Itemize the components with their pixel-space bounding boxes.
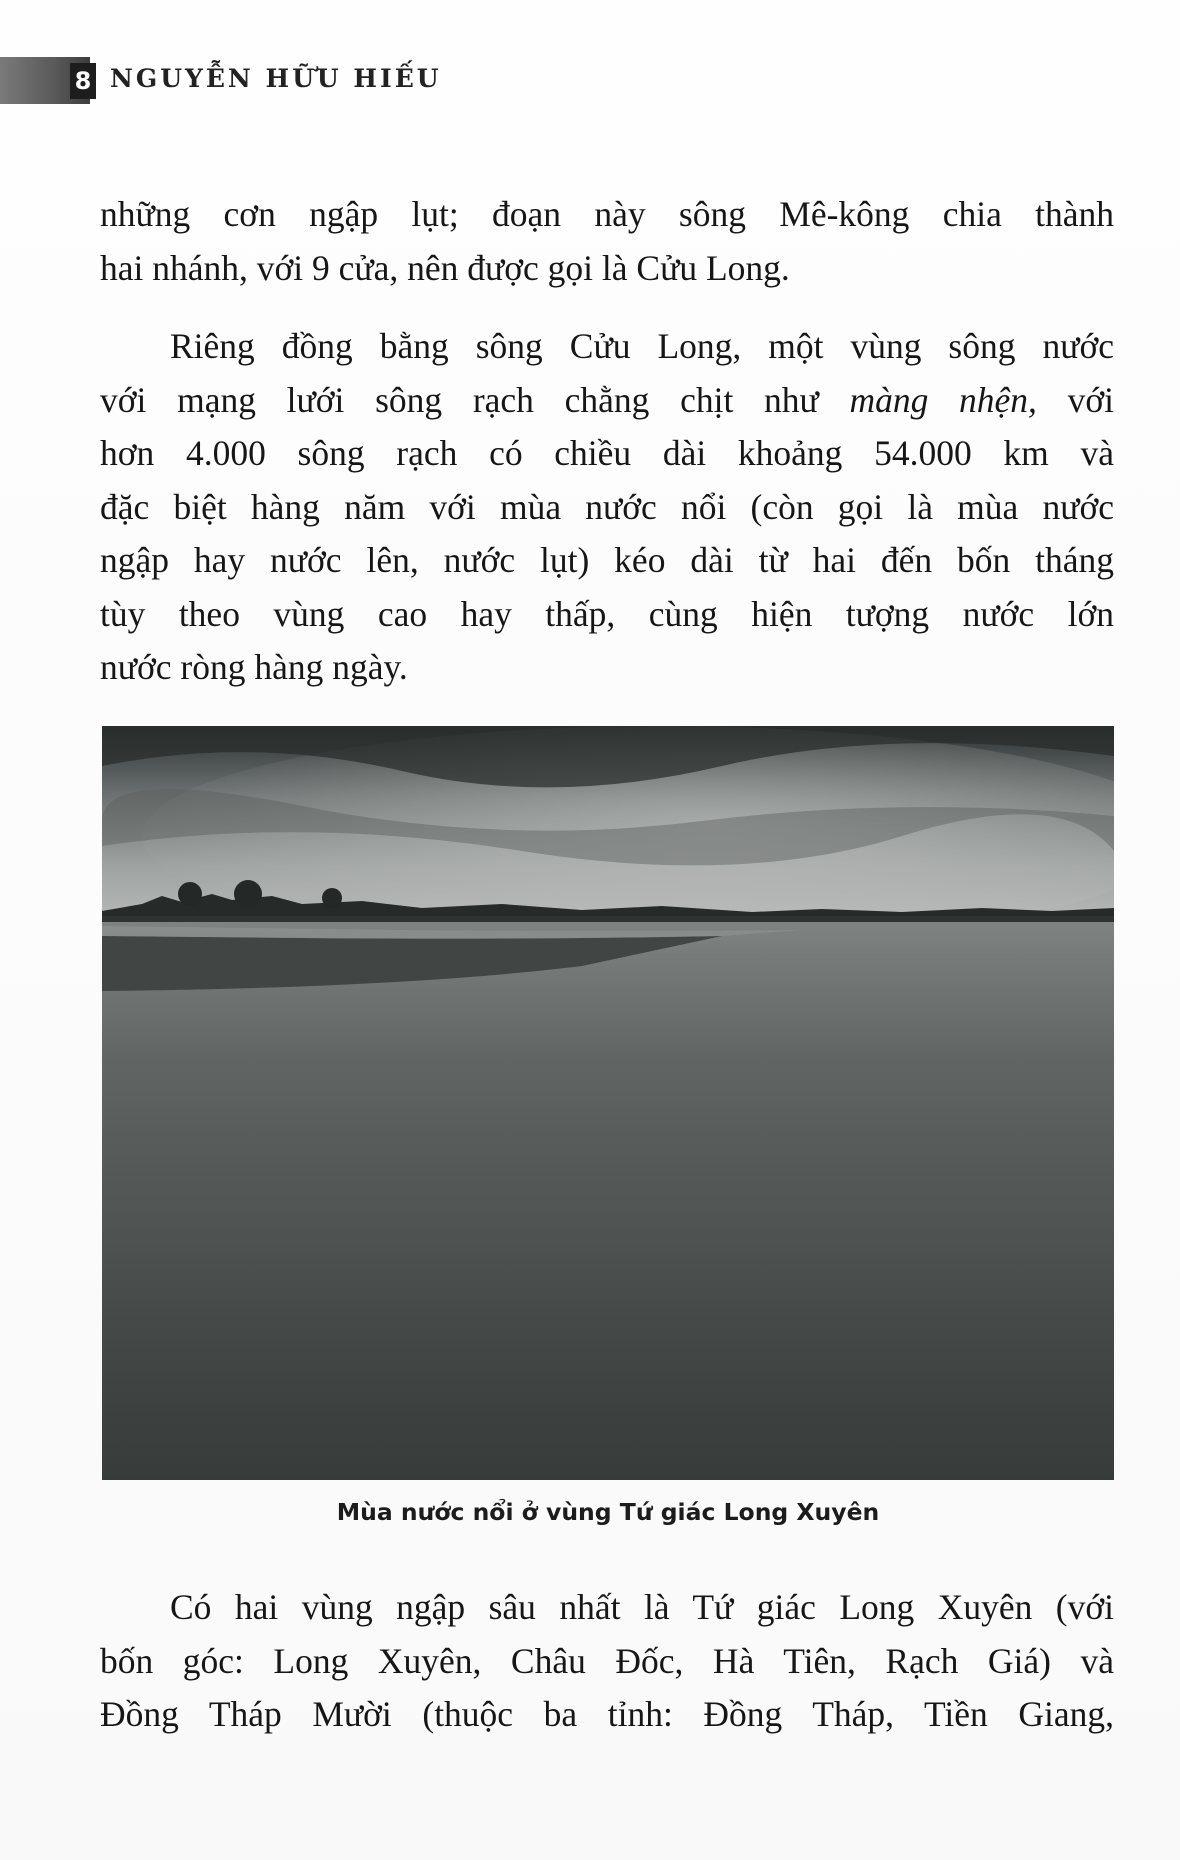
running-head-author: NGUYỄN HỮU HIẾU (110, 64, 442, 93)
paragraph-3-line-2: bốn góc: Long Xuyên, Châu Đốc, Hà Tiên, Rạch Giá) và (100, 1640, 1114, 1681)
photo-caption: Mùa nước nổi ở vùng Tứ giác Long Xuyên (336, 1498, 880, 1526)
flood-season-photo (102, 726, 1114, 1480)
tree-clump-2 (234, 880, 262, 908)
paragraph-2-line-2-post: với (1067, 379, 1115, 420)
paragraph-2-line-6: tùy theo vùng cao hay thấp, cùng hiện tượng nước lớn (100, 593, 1114, 634)
paragraph-1-line-2: hai nhánh, với 9 cửa, nên được gọi là Cửu Long. (100, 247, 790, 288)
paragraph-2 (100, 320, 1114, 695)
tree-clump-3 (322, 888, 342, 908)
paragraph-2-emphasis: màng nhện, (849, 379, 1037, 420)
paragraph-3-line-1: Có hai vùng ngập sâu nhất là Tứ giác Long Xuyên (với (170, 1587, 1114, 1627)
paragraph-2-line-1: Riêng đồng bằng sông Cửu Long, một vùng sông nước (170, 326, 1114, 366)
photo-illustration (102, 726, 1114, 1480)
page-number: 8 (70, 63, 96, 99)
paragraph-2-line-2-pre: với mạng lưới sông rạch chằng chịt như (100, 379, 819, 420)
paragraph-2-line-5: ngập hay nước lên, nước lụt) kéo dài từ hai đến bốn tháng (100, 540, 1114, 580)
paragraph-3 (100, 1581, 1114, 1742)
paragraph-2-line-2 (100, 374, 1114, 428)
tree-clump-1 (178, 882, 202, 906)
paragraph-3-line-3: Đồng Tháp Mười (thuộc ba tỉnh: Đồng Tháp, Tiền Giang, (100, 1694, 1114, 1734)
haze (102, 916, 1114, 1480)
paragraph-1-line-1: những cơn ngập lụt; đoạn này sông Mê-kông chia thành (100, 194, 1114, 234)
paragraph-2-line-4: đặc biệt hàng năm với mùa nước nổi (còn gọi là mùa nước (100, 486, 1114, 527)
paragraph-2-line-3: hơn 4.000 sông rạch có chiều dài khoảng 54.000 km và (100, 433, 1114, 473)
paragraph-2-line-7: nước ròng hàng ngày. (100, 647, 408, 687)
paragraph-1 (100, 188, 1114, 295)
